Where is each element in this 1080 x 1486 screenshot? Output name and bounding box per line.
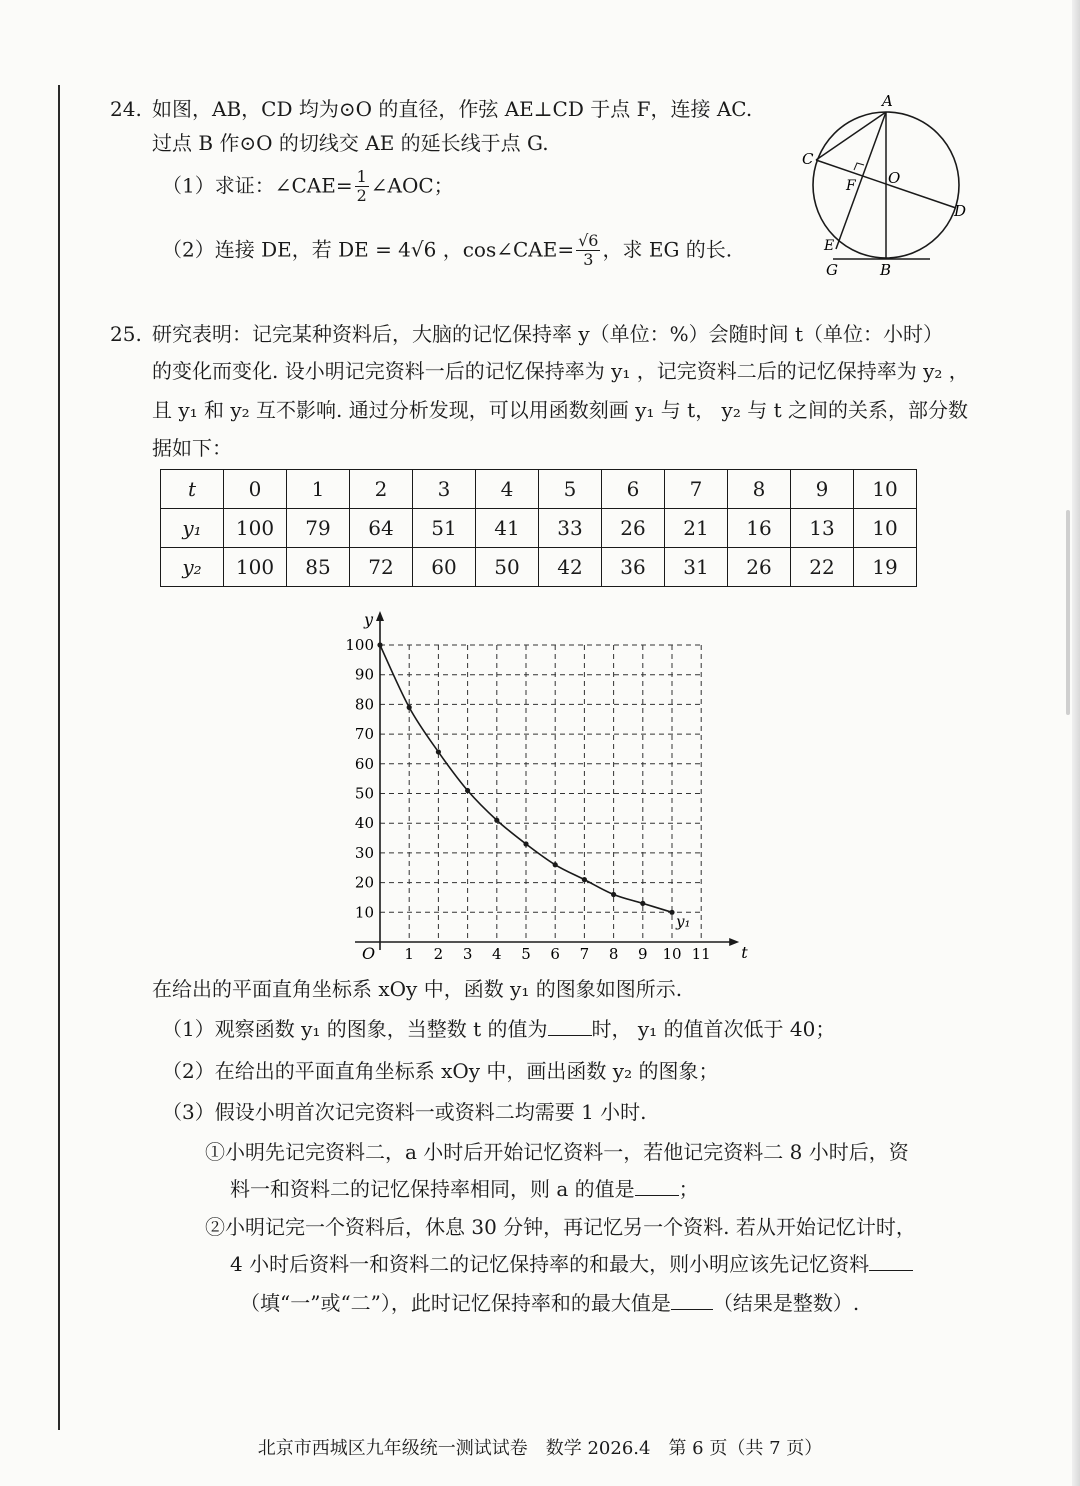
x-axis-arrow xyxy=(729,938,739,946)
q24-part1-prefix: （1）求证：∠CAE= xyxy=(162,173,353,198)
q25-part1-text-a: （1）观察函数 y₁ 的图象，当整数 t 的值为 xyxy=(162,1017,548,1041)
x-tick-label: 1 xyxy=(404,945,414,963)
q25-part3-2-line1: ②小明记完一个资料后，休息 30 分钟，再记忆另一个资料. 若从开始记忆计时， xyxy=(205,1215,916,1239)
frac-den: 3 xyxy=(583,250,594,270)
q25-part3-2-text-a: （填“一”或“二”），此时记忆保持率和的最大值是 xyxy=(240,1291,671,1315)
table-cell: 5 xyxy=(539,470,602,509)
x-tick-label: 9 xyxy=(638,945,648,963)
data-point-y1 xyxy=(640,901,645,906)
q25-part3-1-text: 料一和资料二的记忆保持率相同，则 a 的值是 xyxy=(230,1177,635,1201)
frac-num: 1 xyxy=(356,167,367,186)
q25-after-chart: 在给出的平面直角坐标系 xOy 中，函数 y₁ 的图象如图所示. xyxy=(152,977,683,1001)
table-cell: 9 xyxy=(791,470,854,509)
row-label: t xyxy=(161,470,224,509)
q24-part1-suffix: ∠AOC； xyxy=(370,173,454,198)
table-cell: 2 xyxy=(350,470,413,509)
q24-number: 24. xyxy=(110,97,142,121)
table-cell: 33 xyxy=(539,509,602,548)
y-tick-label: 60 xyxy=(354,754,374,773)
data-point-y1 xyxy=(494,818,499,823)
q24-part1 xyxy=(162,168,454,206)
q25-part1 xyxy=(162,1017,835,1041)
table-cell: 10 xyxy=(854,509,917,548)
table-cell: 7 xyxy=(665,470,728,509)
table-cell: 26 xyxy=(728,548,791,587)
table-cell: 60 xyxy=(413,548,476,587)
table-cell: 100 xyxy=(224,509,287,548)
frac-den: 2 xyxy=(356,186,367,206)
q25-part3-1-line1: ①小明先记完资料二，a 小时后开始记忆资料一，若他记完资料二 8 小时后，资 xyxy=(205,1140,909,1164)
data-table xyxy=(160,469,917,587)
data-point-y1 xyxy=(377,642,382,647)
x-tick-label: 11 xyxy=(691,945,711,963)
table-cell: 100 xyxy=(224,548,287,587)
y-tick-label: 50 xyxy=(354,784,374,803)
y-tick-label: 20 xyxy=(354,873,374,892)
data-point-y1 xyxy=(582,877,587,882)
data-point-y1 xyxy=(553,862,558,867)
table-cell: 51 xyxy=(413,509,476,548)
label-c: C xyxy=(802,150,814,168)
q25-intro-line2: 的变化而变化. 设小明记完资料一后的记忆保持率为 y₁ ，记完资料二后的记忆保持率为 y₂ ， xyxy=(152,359,969,383)
chord-ae-extended xyxy=(836,112,886,249)
x-tick-label: 8 xyxy=(608,945,619,963)
q25-part3-2-line2 xyxy=(230,1252,913,1276)
answer-blank-2[interactable] xyxy=(635,1177,679,1196)
table-cell: 21 xyxy=(665,509,728,548)
frac-num: √6 xyxy=(578,231,599,250)
y-tick-label: 80 xyxy=(354,695,374,714)
series-label-y1: y₁ xyxy=(676,912,691,931)
label-f: F xyxy=(846,178,856,194)
row-label: y₁ xyxy=(161,509,224,548)
table-cell: 0 xyxy=(224,470,287,509)
label-o: O xyxy=(888,169,901,187)
q24-part1-fraction xyxy=(355,168,369,206)
q25-intro-line3: 且 y₁ 和 y₂ 互不影响. 通过分析发现，可以用函数刻画 y₁ 与 t， y₂ 与 t 之间的关系，部分数 xyxy=(152,398,968,422)
x-axis-label: t xyxy=(741,943,748,962)
right-angle-mark xyxy=(854,163,864,170)
q25-part3-2-text: 4 小时后资料一和资料二的记忆保持率的和最大，则小明应该先记忆资料 xyxy=(230,1252,870,1276)
q24-text-line1: 如图，AB，CD 均为⊙O 的直径，作弦 AE⊥CD 于点 F，连接 AC. xyxy=(152,97,753,121)
table-cell: 50 xyxy=(476,548,539,587)
table-cell: 6 xyxy=(602,470,665,509)
data-point-y1 xyxy=(465,788,470,793)
q25-intro-line1: 研究表明：记完某种资料后，大脑的记忆保持率 y（单位：%）会随时间 t（单位：小时） xyxy=(152,322,944,346)
table-cell: 26 xyxy=(602,509,665,548)
q24-part2 xyxy=(162,232,732,270)
label-a: A xyxy=(882,92,893,110)
page-footer: 北京市西城区九年级统一测试试卷 数学 2026.4 第 6 页（共 7 页） xyxy=(257,1438,823,1459)
origin-label: O xyxy=(362,944,376,963)
q24-part2-suffix: ，求 EG 的长. xyxy=(602,237,733,262)
x-tick-label: 4 xyxy=(492,945,502,963)
table-cell: 85 xyxy=(287,548,350,587)
q25-number: 25. xyxy=(110,322,142,346)
q25-part3-1-line2 xyxy=(230,1177,699,1201)
y-axis-arrow xyxy=(376,611,384,621)
y-tick-label: 70 xyxy=(354,725,374,744)
table-cell: 22 xyxy=(791,548,854,587)
table-cell: 42 xyxy=(539,548,602,587)
x-tick-label: 7 xyxy=(579,945,590,963)
x-tick-label: 5 xyxy=(521,945,531,963)
data-point-y1 xyxy=(669,910,674,915)
table-row-t xyxy=(161,470,917,509)
q24-text-line2: 过点 B 作⊙O 的切线交 AE 的延长线于点 G. xyxy=(152,131,549,155)
y-axis-label: y xyxy=(364,610,374,629)
q25-intro-line4: 据如下： xyxy=(152,436,232,460)
table-cell: 13 xyxy=(791,509,854,548)
table-cell: 79 xyxy=(287,509,350,548)
table-cell: 72 xyxy=(350,548,413,587)
table-cell: 36 xyxy=(602,548,665,587)
table-cell: 1 xyxy=(287,470,350,509)
row-label: y₂ xyxy=(161,548,224,587)
data-point-y1 xyxy=(523,841,528,846)
table-row-y2 xyxy=(161,548,917,587)
q25-part3-1-end: ； xyxy=(678,1177,699,1201)
table-cell: 16 xyxy=(728,509,791,548)
x-tick-label: 6 xyxy=(550,945,560,963)
data-point-y1 xyxy=(611,892,616,897)
data-point-y1 xyxy=(436,749,441,754)
q25-part2: （2）在给出的平面直角坐标系 xOy 中，画出函数 y₂ 的图象； xyxy=(162,1059,719,1083)
q25-part3-2-text-b: （结果是整数）. xyxy=(712,1291,860,1315)
scan-mark xyxy=(1066,510,1070,715)
x-tick-label: 2 xyxy=(433,945,444,963)
y-tick-label: 40 xyxy=(354,814,374,833)
scan-edge xyxy=(1072,0,1080,1486)
answer-blank-4[interactable] xyxy=(671,1291,713,1310)
label-g: G xyxy=(826,261,838,279)
q25-part1-text-b: 时， y₁ 的值首次低于 40； xyxy=(591,1017,836,1041)
x-tick-label: 3 xyxy=(462,945,473,963)
answer-blank-1[interactable] xyxy=(548,1017,592,1036)
q24-circle-figure xyxy=(790,92,990,282)
y-tick-label: 90 xyxy=(354,665,374,684)
margin-rule xyxy=(58,85,60,1430)
table-cell: 10 xyxy=(854,470,917,509)
y-tick-label: 100 xyxy=(345,636,374,654)
data-point-y1 xyxy=(407,705,412,710)
q25-part3: （3）假设小明首次记完资料一或资料二均需要 1 小时. xyxy=(162,1100,647,1124)
table-cell: 4 xyxy=(476,470,539,509)
y-tick-label: 30 xyxy=(354,843,374,862)
table-cell: 41 xyxy=(476,509,539,548)
table-cell: 3 xyxy=(413,470,476,509)
table-cell: 64 xyxy=(350,509,413,548)
table-row-y1 xyxy=(161,509,917,548)
y-tick-label: 10 xyxy=(354,903,374,922)
x-tick-label: 10 xyxy=(662,945,682,963)
segment-ac xyxy=(816,112,886,160)
answer-blank-3[interactable] xyxy=(869,1252,913,1271)
q25-part3-2-line3 xyxy=(240,1291,859,1315)
q24-part2-fraction xyxy=(576,232,600,270)
table-cell: 31 xyxy=(665,548,728,587)
table-cell: 19 xyxy=(854,548,917,587)
label-b: B xyxy=(880,261,892,279)
table-cell: 8 xyxy=(728,470,791,509)
q24-part2-prefix: （2）连接 DE，若 DE = 4√6 ，cos∠CAE= xyxy=(162,237,575,262)
label-e: E xyxy=(824,238,835,254)
label-d: D xyxy=(954,202,967,220)
memory-retention-chart xyxy=(340,600,748,965)
